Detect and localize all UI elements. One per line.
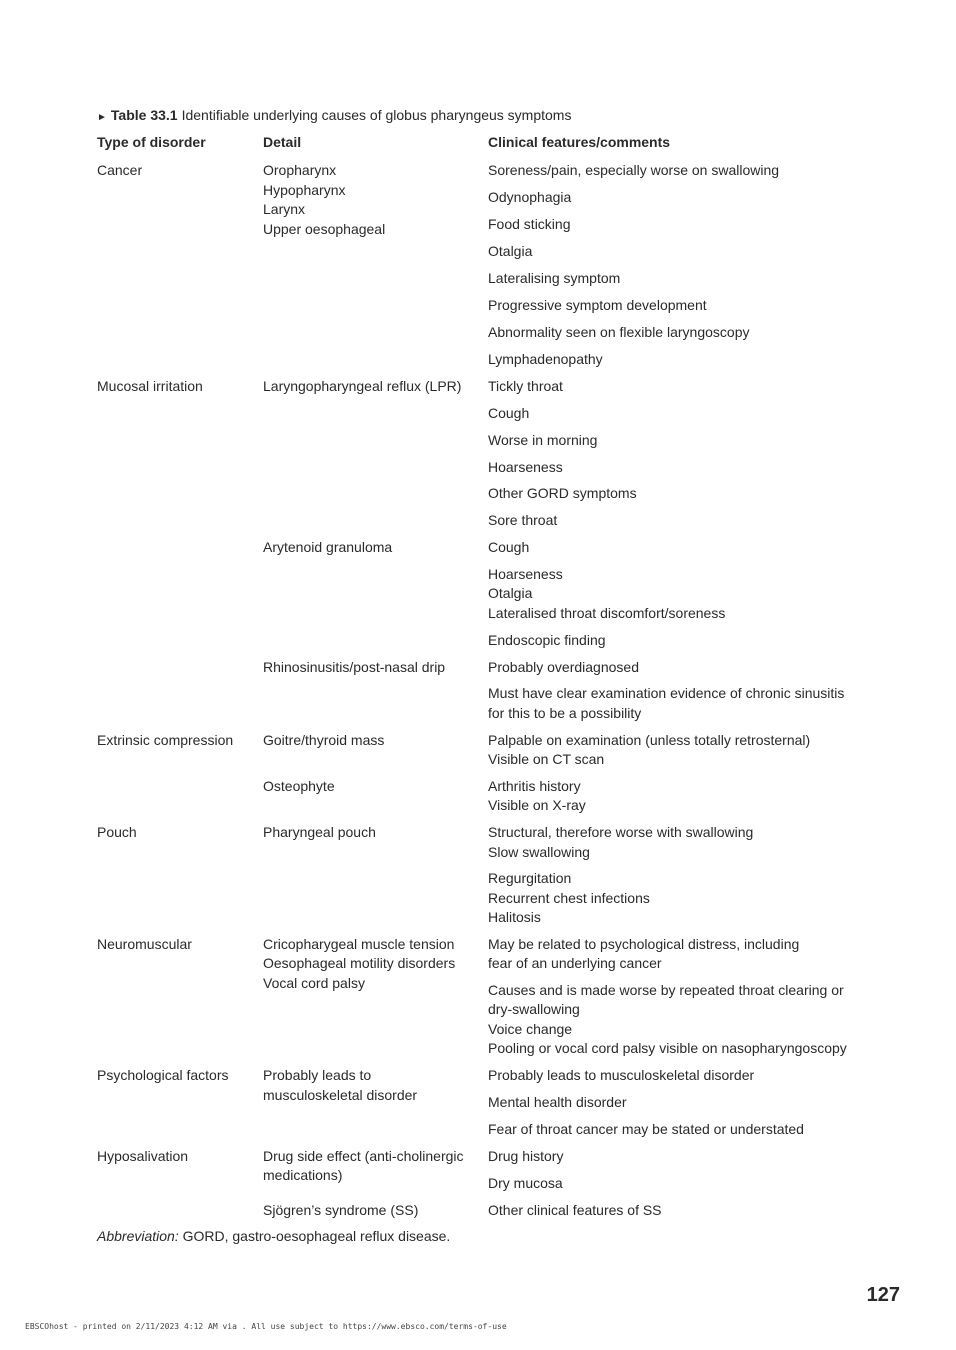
detail-lpr: Laryngopharyngeal reflux (LPR) bbox=[263, 378, 462, 394]
feature-cancer-7: Abnormality seen on flexible laryngoscopy bbox=[488, 324, 750, 340]
page-number: 127 bbox=[866, 1284, 900, 1306]
feature-granuloma-2: Hoarseness bbox=[488, 566, 563, 582]
detail-cancer-3: Larynx bbox=[263, 201, 306, 217]
feature-neuro-5: Voice change bbox=[488, 1021, 573, 1037]
type-cancer: Cancer bbox=[97, 162, 143, 178]
feature-neuro-2: fear of an underlying cancer bbox=[488, 955, 662, 971]
detail-sjogren: Sjögren’s syndrome (SS) bbox=[263, 1202, 419, 1218]
feature-granuloma-4: Lateralised throat discomfort/soreness bbox=[488, 605, 726, 621]
header-clinical-features: Clinical features/comments bbox=[488, 134, 671, 150]
detail-arytenoid-granuloma: Arytenoid granuloma bbox=[263, 539, 393, 555]
feature-lpr-1: Tickly throat bbox=[488, 378, 563, 394]
feature-pouch-5: Halitosis bbox=[488, 909, 541, 925]
feature-rhino-1: Probably overdiagnosed bbox=[488, 659, 639, 675]
type-psychological-factors: Psychological factors bbox=[97, 1067, 229, 1083]
feature-granuloma-1: Cough bbox=[488, 539, 530, 555]
feature-pouch-2: Slow swallowing bbox=[488, 844, 590, 860]
table-footnote bbox=[97, 1227, 450, 1246]
feature-goitre-1: Palpable on examination (unless totally retrosternal) bbox=[488, 732, 811, 748]
feature-lpr-5: Other GORD symptoms bbox=[488, 485, 637, 501]
feature-neuro-3: Causes and is made worse by repeated throat clearing or bbox=[488, 982, 844, 998]
header-detail: Detail bbox=[263, 134, 302, 150]
detail-drug-1: Drug side effect (anti-cholinergic bbox=[263, 1148, 464, 1164]
table-caption bbox=[97, 106, 571, 127]
table-number: Table 33.1 bbox=[110, 107, 178, 123]
detail-drug-2: medications) bbox=[263, 1167, 343, 1183]
feature-cancer-8: Lymphadenopathy bbox=[488, 351, 603, 367]
feature-neuro-1: May be related to psychological distress, including bbox=[488, 936, 800, 952]
type-mucosal-irritation: Mucosal irritation bbox=[97, 378, 203, 394]
print-footer: EBSCOhost - printed on 2/11/2023 4:12 AM via . All use subject to https://www.ebsco.com/terms-of-use bbox=[25, 1322, 507, 1331]
caption-arrow-icon: ► bbox=[97, 112, 107, 123]
feature-pouch-3: Regurgitation bbox=[488, 870, 572, 886]
detail-rhinosinusitis: Rhinosinusitis/post-nasal drip bbox=[263, 659, 446, 675]
feature-psych-3: Fear of throat cancer may be stated or understated bbox=[488, 1121, 804, 1137]
type-extrinsic-compression: Extrinsic compression bbox=[97, 732, 234, 748]
feature-cancer-6: Progressive symptom development bbox=[488, 297, 707, 313]
caption-text: Identifiable underlying causes of globus pharyngeus symptoms bbox=[181, 107, 572, 123]
detail-neuro-2: Oesophageal motility disorders bbox=[263, 955, 456, 971]
feature-cancer-1: Soreness/pain, especially worse on swallowing bbox=[488, 162, 780, 178]
detail-neuro-1: Cricopharygeal muscle tension bbox=[263, 936, 455, 952]
feature-neuro-6: Pooling or vocal cord palsy visible on nasopharyngoscopy bbox=[488, 1040, 847, 1056]
detail-cancer-4: Upper oesophageal bbox=[263, 220, 386, 237]
feature-pouch-4: Recurrent chest infections bbox=[488, 890, 650, 906]
feature-neuro-4: dry-swallowing bbox=[488, 1001, 580, 1017]
feature-osteo-2: Visible on X-ray bbox=[488, 797, 586, 813]
feature-psych-2: Mental health disorder bbox=[488, 1094, 627, 1110]
feature-sjogren-1: Other clinical features of SS bbox=[488, 1202, 662, 1218]
feature-lpr-6: Sore throat bbox=[488, 512, 558, 528]
feature-drug-1: Drug history bbox=[488, 1148, 564, 1164]
feature-lpr-4: Hoarseness bbox=[488, 459, 563, 475]
feature-lpr-3: Worse in morning bbox=[488, 432, 598, 448]
type-pouch: Pouch bbox=[97, 824, 137, 840]
feature-pouch-1: Structural, therefore worse with swallowing bbox=[488, 824, 754, 840]
type-neuromuscular: Neuromuscular bbox=[97, 936, 192, 952]
detail-psych-1: Probably leads to bbox=[263, 1067, 372, 1083]
feature-osteo-1: Arthritis history bbox=[488, 778, 581, 794]
feature-cancer-5: Lateralising symptom bbox=[488, 270, 621, 286]
feature-drug-2: Dry mucosa bbox=[488, 1175, 563, 1191]
feature-cancer-4: Otalgia bbox=[488, 243, 533, 259]
footnote-label: Abbreviation: bbox=[97, 1228, 179, 1244]
header-type-of-disorder: Type of disorder bbox=[97, 134, 206, 150]
feature-granuloma-5: Endoscopic finding bbox=[488, 632, 606, 648]
detail-neuro-3: Vocal cord palsy bbox=[263, 975, 365, 991]
type-hyposalivation: Hyposalivation bbox=[97, 1148, 189, 1164]
feature-rhino-2: Must have clear examination evidence of chronic sinusitis bbox=[488, 685, 845, 701]
detail-pharyngeal-pouch: Pharyngeal pouch bbox=[263, 824, 376, 840]
detail-goitre: Goitre/thyroid mass bbox=[263, 732, 385, 748]
feature-granuloma-3: Otalgia bbox=[488, 585, 533, 601]
feature-psych-1: Probably leads to musculoskeletal disorder bbox=[488, 1067, 755, 1083]
feature-goitre-2: Visible on CT scan bbox=[488, 751, 605, 767]
feature-cancer-2: Odynophagia bbox=[488, 189, 572, 205]
detail-cancer-1: Oropharynx bbox=[263, 162, 337, 178]
detail-cancer-2: Hypopharynx bbox=[263, 181, 346, 198]
footnote-text: GORD, gastro-oesophageal reflux disease. bbox=[182, 1228, 451, 1244]
feature-lpr-2: Cough bbox=[488, 405, 530, 421]
detail-osteophyte: Osteophyte bbox=[263, 778, 335, 794]
feature-cancer-3: Food sticking bbox=[488, 216, 571, 232]
feature-rhino-3: for this to be a possibility bbox=[488, 705, 642, 721]
detail-psych-2: musculoskeletal disorder bbox=[263, 1087, 418, 1103]
